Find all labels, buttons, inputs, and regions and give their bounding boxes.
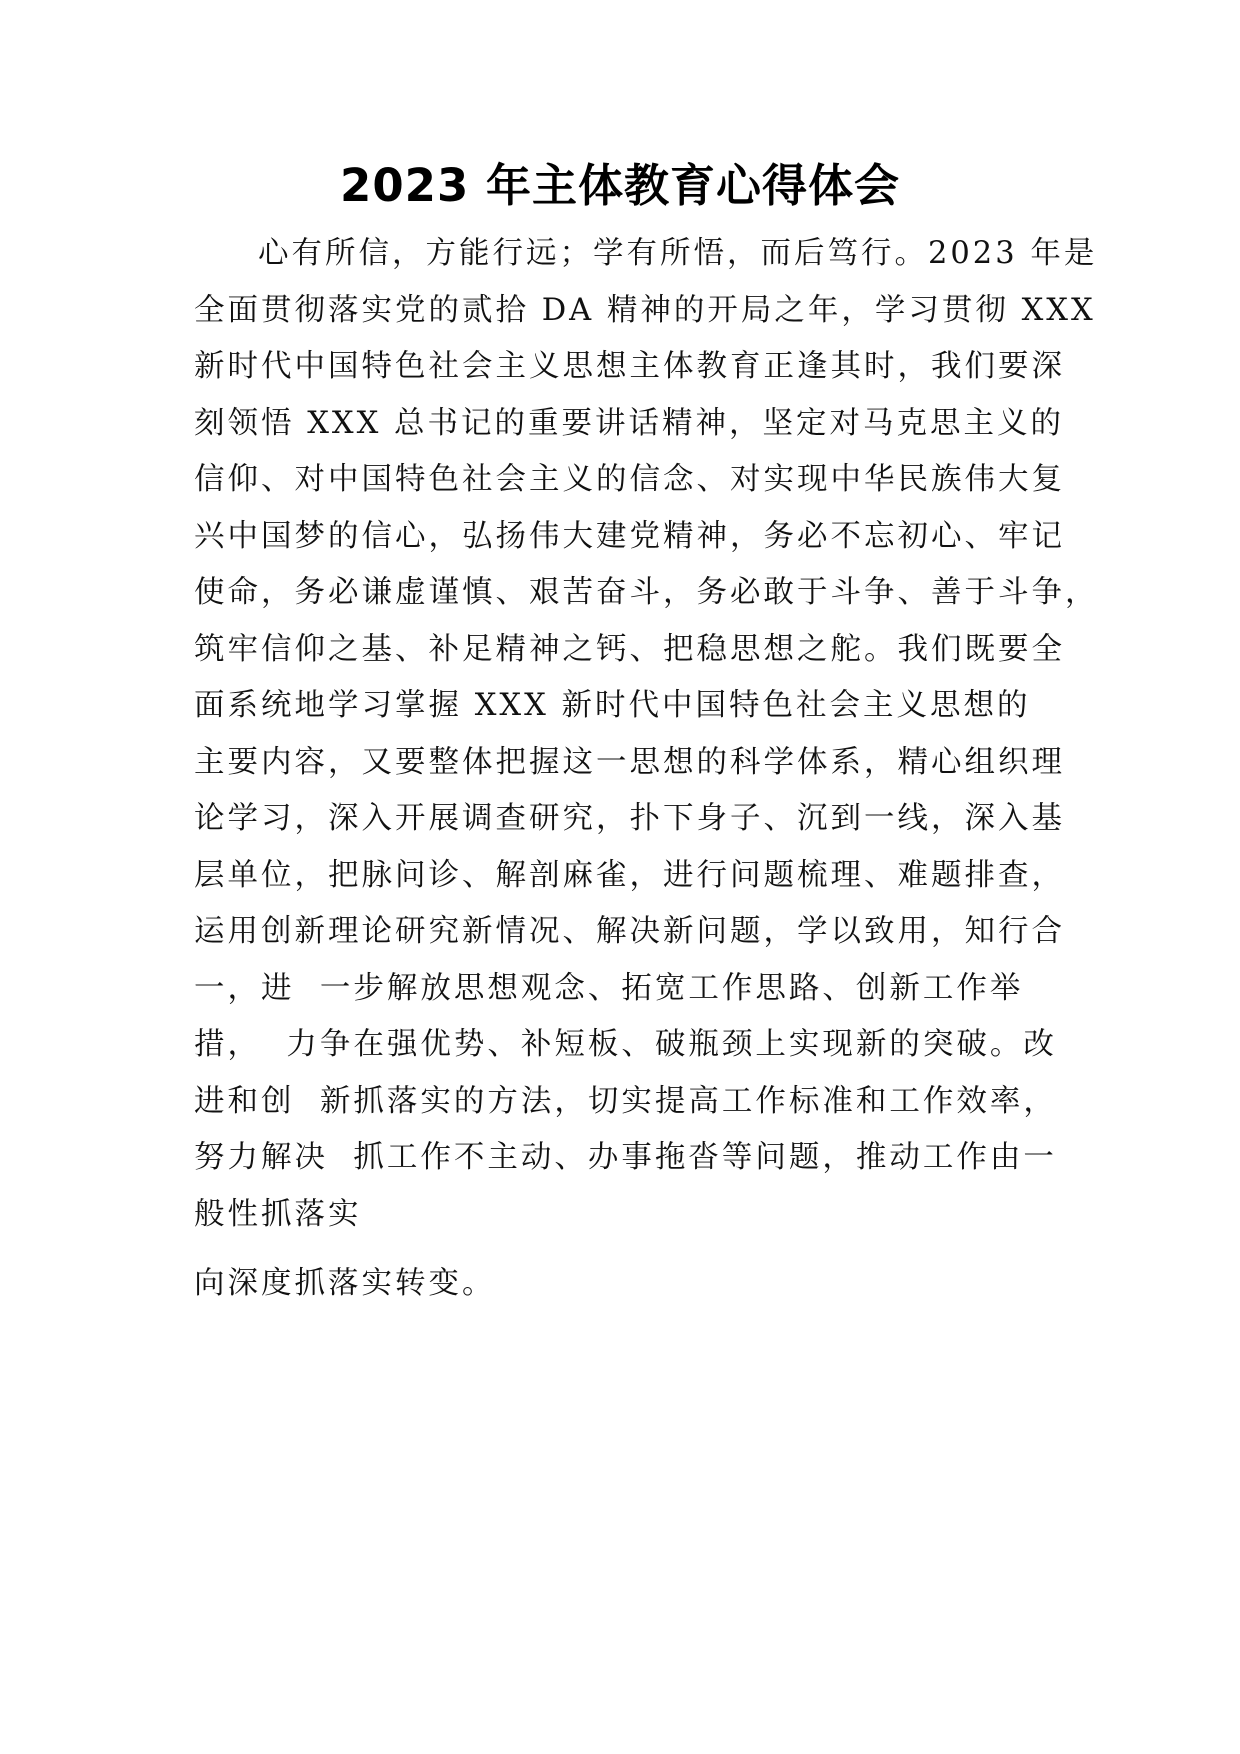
paragraph-line: 信仰、对中国特色社会主义的信念、对实现中华民族伟大复 [194,462,1065,497]
paragraph-line: 论学习，深入开展调查研究，扑下身子、沉到一线，深入基 [194,801,1065,836]
paragraph-line: 兴中国梦的信心，弘扬伟大建党精神，务必不忘初心、牢记 [194,518,1065,554]
paragraph-line: 一，进 一步解放思想观念、拓宽工作思路、创新工作举 [194,970,1024,1006]
paragraph-line: 心有所信，方能行远；学有所悟，而后笃行。2023 年是 [258,236,1098,271]
paragraph-line: 措， 力争在强优势、补短板、破瓶颈上实现新的突破。改 [194,1027,1057,1062]
paragraph-line: 新时代中国特色社会主义思想主体教育正逢其时，我们要深 [194,349,1065,384]
paragraph-line: 层单位，把脉问诊、解剖麻雀，进行问题梳理、难题排查， [194,857,1065,893]
paragraph-line: 主要内容，又要整体把握这一思想的科学体系，精心组织理 [194,744,1065,780]
document-body [194,226,1099,1243]
paragraph-line: 般性抓落实 [194,1196,362,1232]
closing-line: 向深度抓落实转变。 [194,1266,496,1301]
paragraph-line: 进和创 新抓落实的方法，切实提高工作标准和工作效率， [194,1083,1057,1119]
document-title: 2023 年主体教育心得体会 [340,159,900,212]
paragraph-line: 刻领悟 XXX 总书记的重要讲话精神，坚定对马克思主义的 [194,405,1065,441]
paragraph-line: 面系统地学习掌握 XXX 新时代中国特色社会主义思想的 [194,688,1031,723]
paragraph-line: 努力解决 抓工作不主动、办事拖沓等问题，推动工作由一 [194,1140,1057,1175]
paragraph-line: 使命，务必谦虚谨慎、艰苦奋斗，务必敢于斗争、善于斗争， [194,575,1099,610]
paragraph-line: 筑牢信仰之基、补足精神之钙、把稳思想之舵。我们既要全 [194,631,1065,667]
paragraph-line: 全面贯彻落实党的贰拾 DA 精神的开局之年，学习贯彻 XXX [194,292,1096,328]
paragraph-line: 运用创新理论研究新情况、解决新问题，学以致用，知行合 [194,914,1065,949]
